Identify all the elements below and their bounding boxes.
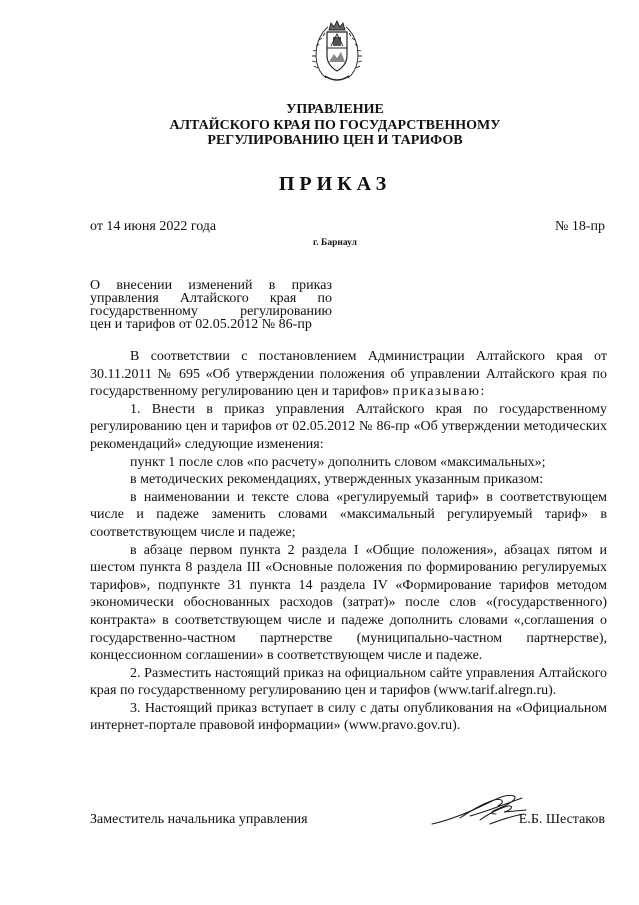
subject-line-1: О внесении изменений в приказ: [90, 278, 332, 293]
subject-line-3: государственному регулированию: [90, 304, 332, 319]
org-line-1: УПРАВЛЕНИЕ: [286, 102, 384, 117]
body-paragraph: в наименовании и тексте слова «регулируемый тариф» в соответствующем числе и падеже заменить словами «максимальный регулируемый тариф» в соответствующем числе и падеже;: [90, 489, 607, 540]
body-paragraph: 3. Настоящий приказ вступает в силу с даты опубликования на «Официальном интернет-портале правовой информации» (www.pravo.gov.ru).: [90, 700, 607, 734]
document-date: от 14 июня 2022 года: [90, 219, 217, 234]
preamble-text: В соответствии с постановлением Администрации Алтайского края от 30.11.2011 № 695 «Об утверждении положения об управлении Алтайского края по государственному регулированию цен и тарифов»: [90, 349, 607, 400]
handwritten-signature-icon: [430, 790, 530, 828]
subject-line-2: управления Алтайского края по: [90, 291, 332, 306]
document-number: № 18-пр: [554, 219, 605, 234]
body-paragraph: пункт 1 после слов «по расчету» дополнить словом «максимальных»;: [130, 454, 546, 470]
body-paragraph: 2. Разместить настоящий приказ на официальном сайте управления Алтайского края по государственному регулированию цен и тарифов (www.tarif.alregn.ru).: [90, 665, 607, 699]
signatory-position: Заместитель начальника управления: [90, 812, 308, 827]
document-subject: [90, 279, 332, 331]
order-word: приказываю:: [392, 384, 486, 400]
org-line-2: АЛТАЙСКОГО КРАЯ ПО ГОСУДАРСТВЕННОМУ: [169, 117, 501, 133]
coat-of-arms-icon: [310, 18, 364, 86]
document-body: [90, 348, 607, 735]
body-paragraph: в методических рекомендациях, утвержденных указанным приказом:: [130, 472, 544, 488]
body-paragraph: 1. Внести в приказ управления Алтайского края по государственному регулированию цен и тарифов от 02.05.2012 № 86-пр «Об утверждении методических рекомендаций» следующие изменения:: [90, 401, 607, 452]
body-paragraph: [90, 348, 607, 401]
document-type: ПРИКАЗ: [278, 173, 392, 195]
document-city: г. Барнаул: [313, 238, 357, 248]
subject-line-4: цен и тарифов от 02.05.2012 № 86-пр: [90, 317, 312, 332]
organization-name: [90, 102, 580, 149]
body-paragraph: в абзаце первом пункта 2 раздела I «Общие положения», абзацах пятом и шестом пункта 8 раздела III «Основные положения по формированию регулируемых тарифов», подпункте 31 пункта 14 раздела IV «Формирование тарифов методом экономически обоснованных расходов (затрат)» после слов «(государственного) контракта» в соответствующем числе и падеже дополнить словами «,соглашения о государственно-частном партнерстве (муниципально-частном партнерстве), концессионном соглашении» в соответствующем числе и падеже.: [90, 542, 607, 664]
org-line-3: РЕГУЛИРОВАНИЮ ЦЕН И ТАРИФОВ: [207, 133, 463, 148]
signatory-name: Е.Б. Шестаков: [518, 812, 605, 827]
